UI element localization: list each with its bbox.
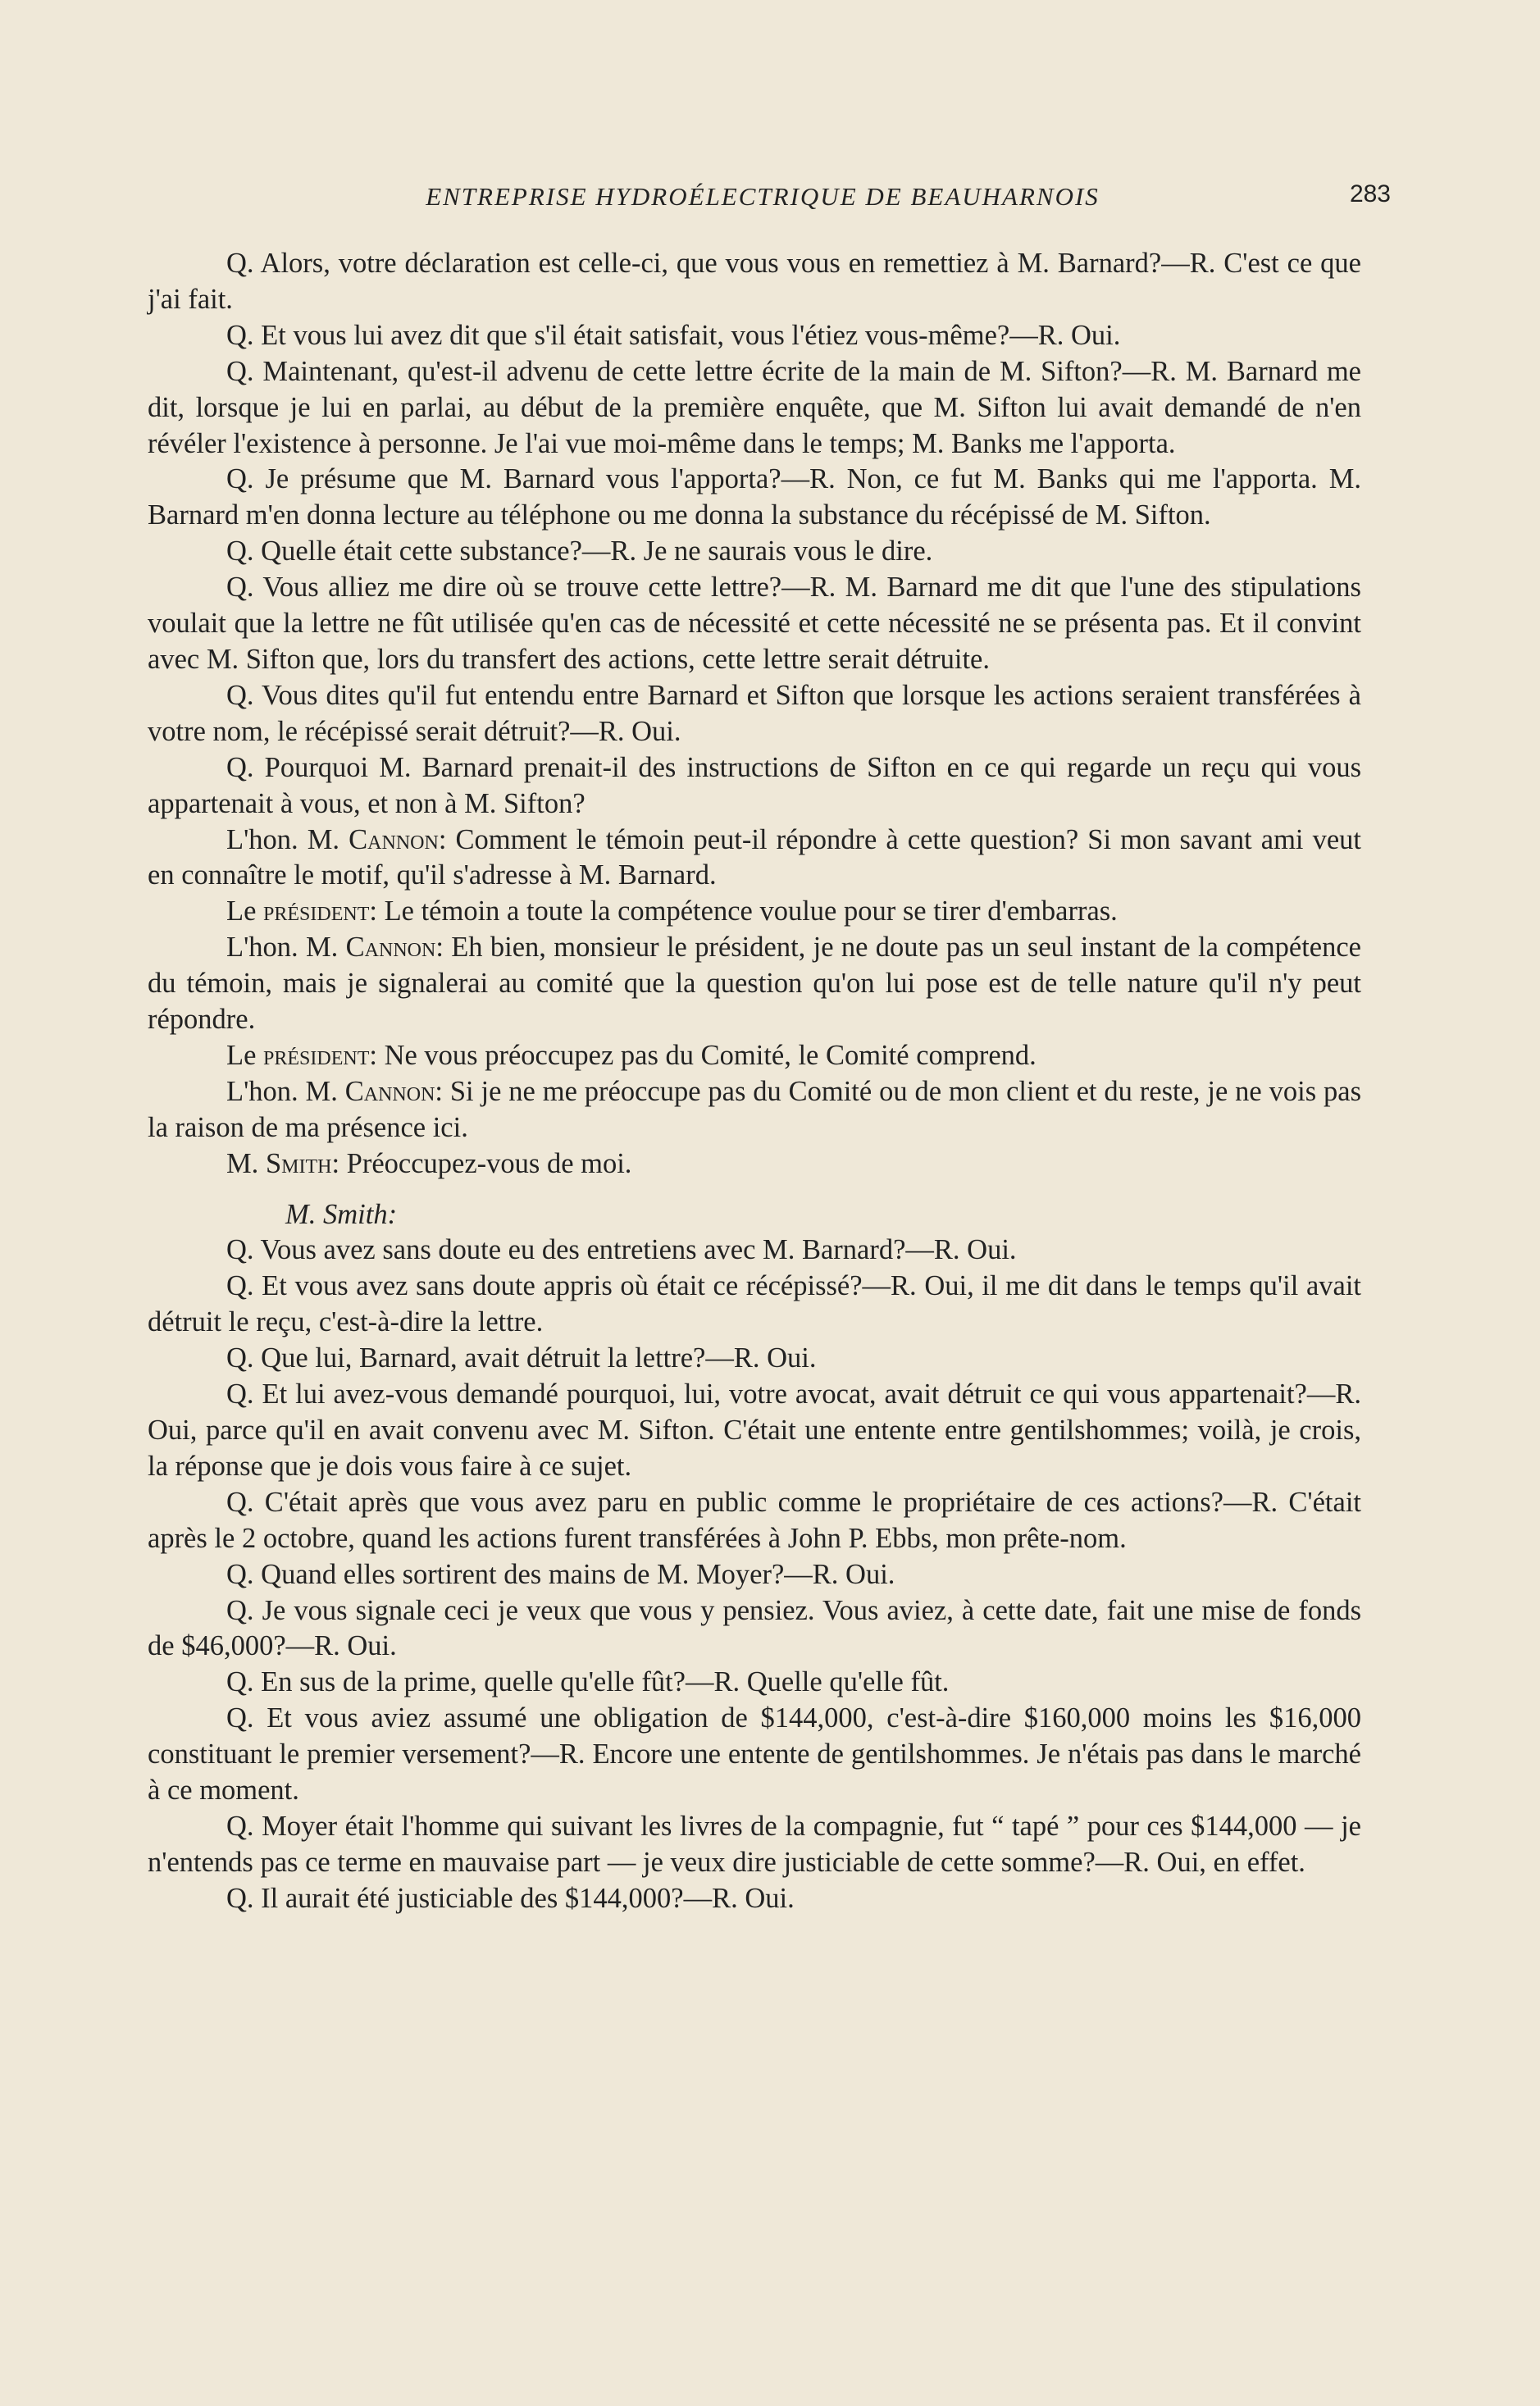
paragraph: Q. Que lui, Barnard, avait détruit la lettre?—R. Oui. [226, 1342, 817, 1374]
speaker-name: président [263, 1039, 370, 1071]
speech-text: : Eh bien, monsieur le président, je ne doute pas un seul instant de la compétence du témoin, mais je signalerai au comité que la question qu'on lui pose est de telle nature qu'il n'y peut répondre. [148, 932, 1361, 1036]
speaker-prefix: L'hon. M. [226, 823, 349, 855]
paragraph: Q. Alors, votre déclaration est celle-ci, que vous vous en remettiez à M. Barnard?—R. C'est ce que j'ai fait. [148, 248, 1361, 315]
paragraph: Q. Et vous aviez assumé une obligation de $144,000, c'est-à-dire $160,000 moins les $16,000 constituant le premier versement?—R. Encore une entente de gentilshommes. Je n'étais pas dans le marché à ce moment. [148, 1702, 1361, 1807]
speaker-prefix: Le [226, 1039, 264, 1071]
paragraph: Q. Je vous signale ceci je veux que vous y pensiez. Vous aviez, à cette date, fait une mise de fonds de $46,000?—R. Oui. [148, 1594, 1361, 1662]
speaker-paragraph [148, 930, 1361, 1038]
paragraph: Q. Quelle était cette substance?—R. Je ne saurais vous le dire. [226, 535, 933, 567]
paragraph: Q. Quand elles sortirent des mains de M. Moyer?—R. Oui. [226, 1558, 895, 1590]
paragraph: Q. Moyer était l'homme qui suivant les livres de la compagnie, fut “ tapé ” pour ces $144,000 — je n'entends pas ce terme en mauvaise part — je veux dire justiciable de cette somme?—R. Oui, en effet. [148, 1810, 1361, 1878]
examiner-heading: M. Smith: [285, 1198, 398, 1230]
paragraph: Q. Vous alliez me dire où se trouve cette lettre?—R. M. Barnard me dit que l'une des stipulations voulait que la lettre ne fût utilisée qu'en cas de nécessité et cette nécessité ne se présenta pas. Et il convint avec M. Sifton que, lors du transfert des actions, cette lettre serait détruite. [148, 572, 1361, 675]
speaker-name: Cannon [345, 932, 436, 964]
speech-text: : Si je ne me préoccupe pas du Comité ou de mon client et du reste, je ne vois pas la raison de ma présence ici. [148, 1075, 1362, 1143]
speaker-paragraph [148, 894, 1361, 930]
running-header [148, 180, 1391, 215]
speaker-name: Cannon [344, 1075, 435, 1107]
speaker-name: Cannon [349, 823, 439, 855]
running-title: ENTREPRISE HYDROÉLECTRIQUE DE BEAUHARNOIS [426, 182, 1100, 211]
speaker-prefix: L'hon. M. [226, 932, 346, 964]
speaker-paragraph [148, 1038, 1361, 1074]
paragraph: Q. C'était après que vous avez paru en public comme le propriétaire de ces actions?—R. C'était après le 2 octobre, quand les actions furent transférées à John P. Ebbs, mon prête-nom. [148, 1486, 1361, 1554]
speaker-paragraph [148, 823, 1361, 895]
paragraph: Q. Vous avez sans doute eu des entretiens avec M. Barnard?—R. Oui. [226, 1234, 1017, 1266]
paragraph: Q. Et lui avez-vous demandé pourquoi, lui, votre avocat, avait détruit ce qui vous appartenait?—R. Oui, parce qu'il en avait convenu avec M. Sifton. C'était une entente entre gentilshommes; voilà, je crois, la réponse que je dois vous faire à ce sujet. [148, 1378, 1361, 1482]
speaker-name: président [263, 895, 370, 927]
paragraph: Q. Pourquoi M. Barnard prenait-il des instructions de Sifton en ce qui regarde un reçu qui vous appartenait à vous, et non à M. Sifton? [148, 751, 1361, 819]
speech-text: : Le témoin a toute la compétence voulue pour se tirer d'embarras. [369, 895, 1118, 927]
page-number: 283 [1349, 180, 1391, 207]
paragraph: Q. Il aurait été justiciable des $144,000?—R. Oui. [226, 1882, 795, 1914]
speech-text: : Ne vous préoccupez pas du Comité, le Comité comprend. [369, 1039, 1037, 1071]
paragraph: Q. En sus de la prime, quelle qu'elle fût?—R. Quelle qu'elle fût. [226, 1666, 950, 1698]
speaker-prefix: Le [226, 895, 264, 927]
speaker-paragraph [148, 1074, 1361, 1146]
speaker-paragraph [148, 1146, 1361, 1182]
paragraph: Q. Je présume que M. Barnard vous l'apporta?—R. Non, ce fut M. Banks qui me l'apporta. M. Barnard m'en donna lecture au téléphone ou me donna la substance du récépissé de M. Sifton. [148, 463, 1361, 531]
speaker-prefix: L'hon. M. [226, 1075, 345, 1107]
paragraph: Q. Et vous avez sans doute appris où était ce récépissé?—R. Oui, il me dit dans le temps qu'il avait détruit le reçu, c'est-à-dire la lettre. [148, 1270, 1361, 1338]
paragraph: Q. Maintenant, qu'est-il advenu de cette lettre écrite de la main de M. Sifton?—R. M. Barnard me dit, lorsque je lui en parlai, au début de la première enquête, que M. Sifton lui avait demandé de n'en révéler l'existence à personne. Je l'ai vue moi-même dans le temps; M. Banks me l'apporta. [148, 355, 1361, 459]
paragraph: Q. Vous dites qu'il fut entendu entre Barnard et Sifton que lorsque les actions seraient transférées à votre nom, le récépissé serait détruit?—R. Oui. [148, 679, 1361, 747]
speaker-name: Smith [265, 1147, 332, 1179]
paragraph: Q. Et vous lui avez dit que s'il était satisfait, vous l'étiez vous-même?—R. Oui. [226, 319, 1121, 351]
speaker-prefix: M. [226, 1147, 266, 1179]
speech-text: : Comment le témoin peut-il répondre à cette question? Si mon savant ami veut en connaître le motif, qu'il s'adresse à M. Barnard. [148, 823, 1361, 891]
document-body [148, 246, 1361, 1917]
speech-text: : Préoccupez-vous de moi. [331, 1147, 632, 1179]
